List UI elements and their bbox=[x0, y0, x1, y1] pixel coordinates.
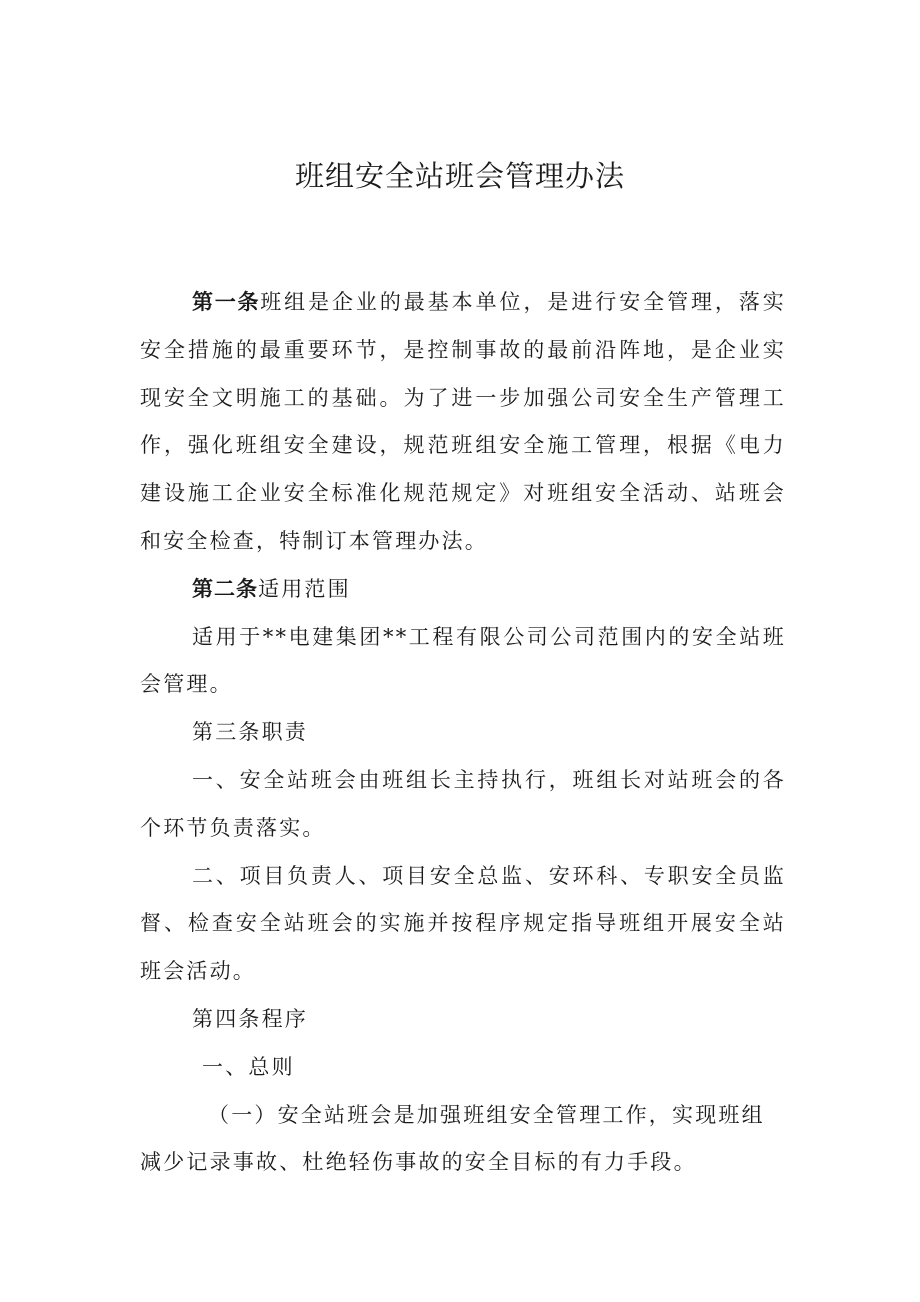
general-item-1-line-1: （一）安全站班会是加强班组安全管理工作，实现班组 bbox=[208, 1102, 765, 1127]
article-4-heading: 第四条程序 bbox=[192, 1006, 308, 1031]
article-1 bbox=[140, 279, 786, 566]
scope-paragraph: 适用于**电建集团**工程有限公司公司范围内的安全站班会管理。 bbox=[140, 624, 786, 697]
article-3-heading: 第三条职责 bbox=[192, 720, 308, 745]
document-body bbox=[140, 279, 786, 1187]
article-2-heading: 第二条 bbox=[192, 576, 258, 601]
general-heading: 一、总则 bbox=[202, 1054, 295, 1079]
duty-item-2: 二、项目负责人、项目安全总监、安环科、专职安全员监督、检查安全站班会的实施并按程序规定指导班组开展安全站班会活动。 bbox=[140, 863, 786, 984]
document-title: 班组安全站班会管理办法 bbox=[294, 159, 625, 193]
article-1-heading: 第一条 bbox=[192, 290, 261, 314]
article-2 bbox=[140, 566, 786, 614]
article-2-text: 适用范围 bbox=[258, 576, 351, 601]
article-1-text: 班组是企业的最基本单位，是进行安全管理，落实安全措施的最重要环节，是控制事故的最前沿阵地，是企业实现安全文明施工的基础。为了进一步加强公司安全生产管理工作，强化班组安全建设，规范班组安全施工管理，根据《电力建设施工企业安全标准化规范规定》对班组安全活动、站班会和安全检查，特制订本管理办法。 bbox=[140, 290, 786, 553]
general-item-1-line-2: 减少记录事故、杜绝轻伤事故的安全目标的有力手段。 bbox=[140, 1150, 697, 1175]
duty-item-1: 一、安全站班会由班组长主持执行，班组长对站班会的各个环节负责落实。 bbox=[140, 767, 786, 840]
